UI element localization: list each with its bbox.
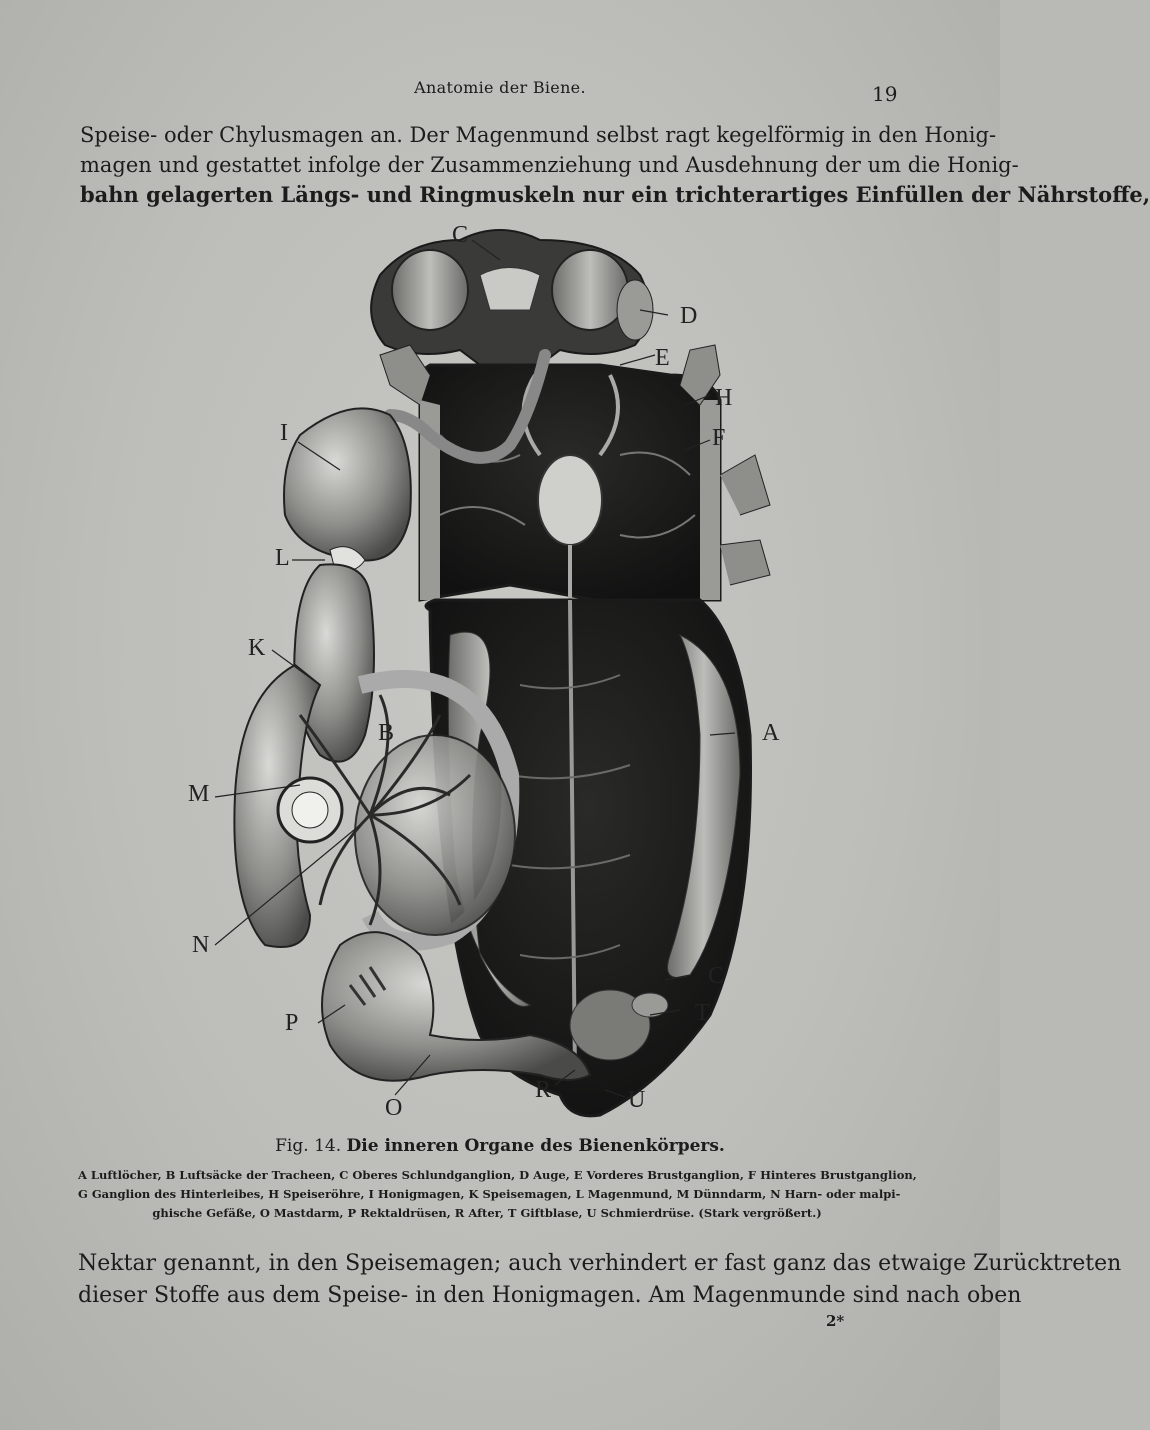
figure-title: Die inneren Organe des Bienenkörpers. — [346, 1136, 725, 1156]
paragraph-line: bahn gelagerten Längs- und Ringmuskeln nur ein trichterartiges Einfüllen der Nährstoffe, — [80, 182, 1150, 207]
paragraph-line: Nektar genannt, in den Speisemagen; auch verhindert er fast ganz das etwaige Zurücktreten — [78, 1251, 1122, 1276]
legend-line: G Ganglion des Hinterleibes, H Speiseröhre, I Honigmagen, K Speisemagen, L Magenmund, M Dünndarm, N Harn- oder malpi- — [78, 1187, 901, 1201]
label-f: F — [712, 425, 726, 451]
label-o: O — [385, 1095, 403, 1121]
label-e: E — [655, 345, 670, 371]
legend-line: ghische Gefäße, O Mastdarm, P Rektaldrüsen, R After, T Giftblase, U Schmierdrüse. (Stark vergrößert.) — [152, 1206, 822, 1220]
label-c-lower: C — [708, 963, 725, 989]
label-k: K — [248, 635, 266, 661]
label-b: B — [378, 720, 395, 746]
label-t: T — [695, 1000, 710, 1026]
paragraph-line: magen und gestattet infolge der Zusammenziehung und Ausdehnung der um die Honig- — [80, 153, 1019, 177]
label-r: R — [535, 1077, 552, 1103]
label-d: D — [680, 303, 698, 329]
figure-caption-title — [0, 1136, 1000, 1156]
label-p: P — [285, 1010, 299, 1036]
label-l: L — [275, 545, 290, 571]
figure-number: Fig. 14. — [275, 1136, 342, 1156]
label-u: U — [628, 1087, 646, 1113]
label-h: H — [715, 385, 733, 411]
page-number: 19 — [872, 82, 898, 106]
paragraph-line: Speise- oder Chylusmagen an. Der Magenmund selbst ragt kegelförmig in den Honig- — [80, 123, 997, 147]
running-title: Anatomie der Biene. — [414, 78, 586, 97]
thorax — [380, 345, 770, 600]
legend-line: A Luftlöcher, B Luftsäcke der Tracheen, C Oberes Schlundganglion, D Auge, E Vorderes Brustganglion, F Hinteres Brustganglion, — [78, 1168, 917, 1182]
label-c-upper: C — [452, 222, 469, 248]
bee-anatomy-illustration — [180, 215, 820, 1135]
bee-anatomy-figure — [180, 215, 820, 1135]
top-paragraph — [80, 120, 1150, 210]
label-m: M — [188, 781, 210, 807]
label-n: N — [192, 932, 210, 958]
bottom-paragraph — [78, 1248, 1122, 1312]
label-i: I — [280, 420, 288, 446]
head — [371, 230, 653, 365]
paragraph-line: dieser Stoffe aus dem Speise- in den Honigmagen. Am Magenmunde sind nach oben — [78, 1283, 1022, 1308]
sheet-signature: 2* — [826, 1312, 845, 1330]
figure-legend — [78, 1166, 917, 1223]
label-a: A — [762, 720, 780, 746]
